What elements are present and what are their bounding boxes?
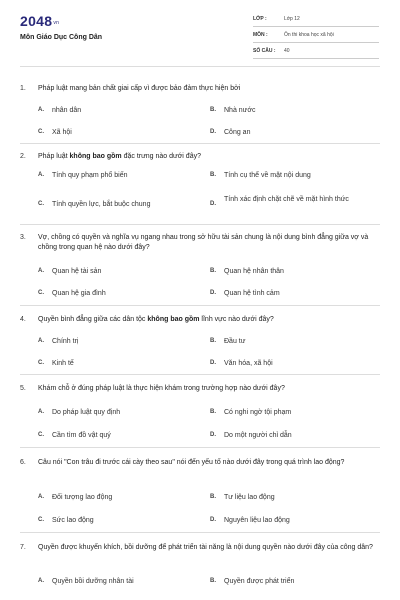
brand-logo[interactable]: $2048^{vn}$ (20, 13, 60, 29)
question-divider (20, 143, 380, 144)
header-divider (20, 66, 380, 67)
question-divider (20, 532, 380, 533)
question-divider (20, 374, 380, 375)
question-divider (20, 224, 380, 225)
meta-subject: MÔN : Ôn thi khoa học xã hội (253, 29, 379, 43)
subject-title: Môn Giáo Dục Công Dân (20, 34, 103, 41)
question-divider (20, 447, 380, 448)
meta-question-count: SỐ CÂU : 40 (253, 45, 379, 59)
question-divider (20, 305, 380, 306)
meta-class: LỚP : Lớp 12 (253, 13, 379, 27)
exam-sheet: $2048^{vn}$ Môn Giáo Dục Công Dân LỚP : Lớp 12 MÔN : Ôn thi khoa học xã hội SỐ CÂU : 40 1. Pháp luật mang bản chất giai cấp vì được bảo đảm thực hiện bởi A. nhân dân B. Nhà nước C. Xã hội D. Công an 2. Pháp luật không bao gồm đặc trưng nào dưới đây? A. Tính quy phạm phổ biến B. Tính cụ thể về mặt nội dung C. Tính quyền lực, bắt buộc chung D. Tính xác định chặt chẽ về mặt hình thức 3. Vợ, chồng có quyền và nghĩa vụ ngang nhau trong sở hữu tài sản chung là nội dung bình đẳng giữa vợ và chồng trong quan hệ nào dưới đây? A. Quan hệ tài sản B. Quan hệ nhân thân C. Quan hệ gia đình D. Quan hệ tình cảm 4. Quyền bình đẳng giữa các dân tộc không bao gồm lĩnh vực nào dưới đây? A. Chính trị B. Đầu tư C. Kinh tế D. Văn hóa, xã hội 5. Khám chỗ ở đúng pháp luật là thực hiện khám trong trường hợp nào dưới đây? A. Do pháp luật quy định B. Có nghi ngờ tội phạm C. Cần tìm đồ vật quý D. Do một người chỉ dẫn 6. Câu nói "Con trâu đi trước cái cày theo sau" nói đến yếu tố nào dưới đây trong quá trình lao động? A. Đối tượng lao động B. Tư liệu lao động C. Sức lao động D. Nguyên liệu lao động 7. Quyền được khuyến khích, bồi dưỡng để phát triển tài năng là nội dung quyền nào dưới đây của công dân? A. Quyền bồi dưỡng nhân tài B. Quyền được phát triển (0, 0, 400, 600)
exam-header (0, 0, 400, 64)
